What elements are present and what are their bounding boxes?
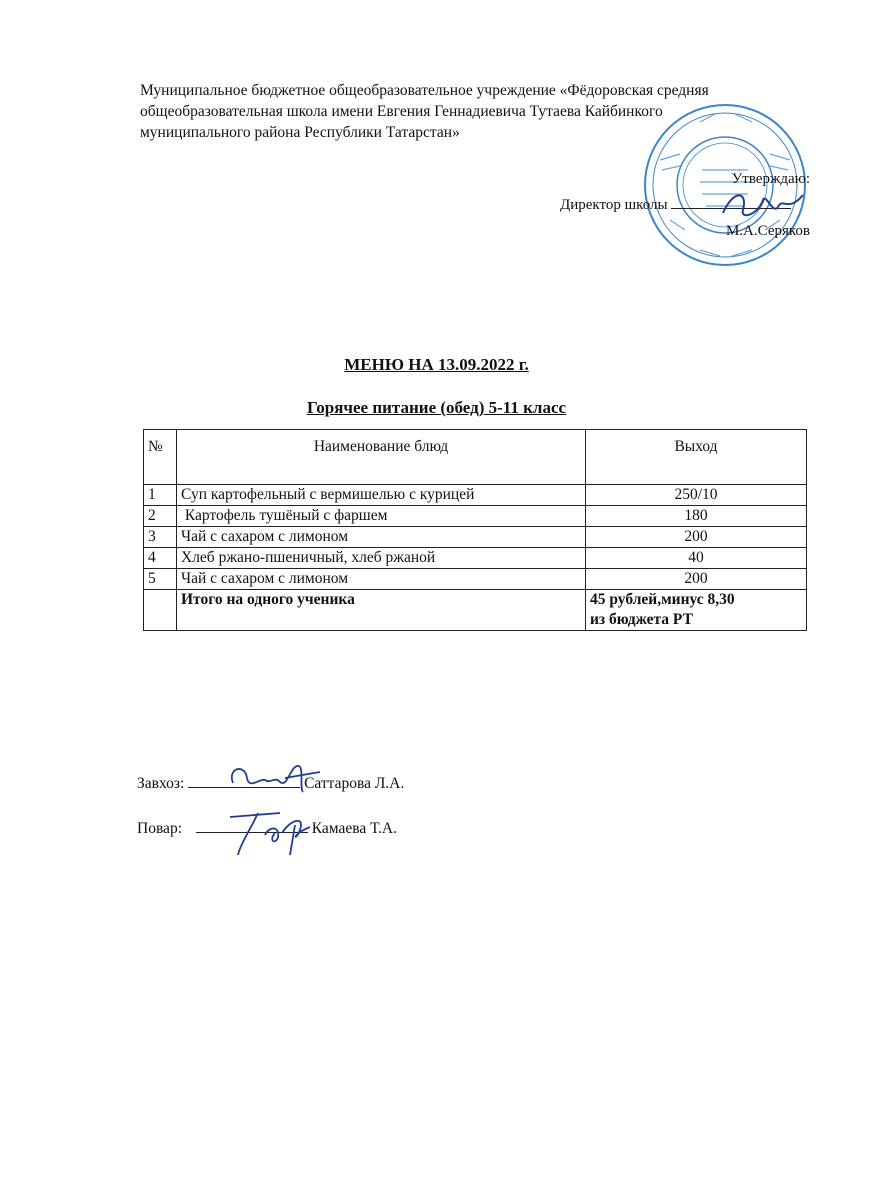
dish-name: Суп картофельный с вермишелью с курицей — [177, 485, 586, 506]
dish-name: Чай с сахаром с лимоном — [177, 569, 586, 590]
total-number-empty — [144, 590, 177, 631]
row-number: 1 — [144, 485, 177, 506]
table-row — [144, 527, 807, 548]
menu-subtitle: Горячее питание (обед) 5-11 класс — [306, 398, 567, 417]
row-number: 3 — [144, 527, 177, 548]
table-total-row — [144, 590, 807, 631]
dish-output: 180 — [586, 506, 807, 527]
dish-output: 250/10 — [586, 485, 807, 506]
storekeeper-label: Завхоз: — [137, 775, 185, 792]
menu-table — [143, 429, 807, 631]
dish-name: Хлеб ржано-пшеничный, хлеб ржаной — [177, 548, 586, 569]
cook-name: Камаева Т.А. — [311, 820, 397, 837]
row-number: 4 — [144, 548, 177, 569]
table-row — [144, 569, 807, 590]
total-price-line-2: из бюджета РТ — [590, 611, 693, 628]
storekeeper-signature — [225, 758, 325, 798]
total-label: Итого на одного ученика — [177, 590, 586, 631]
table-row — [144, 485, 807, 506]
total-price-line-1: 45 рублей,минус 8,30 — [590, 591, 735, 608]
cook-signature — [220, 805, 320, 860]
org-line-2: общеобразовательная школа имени Евгения Геннадиевича Тутаева Кайбинкого — [140, 103, 663, 120]
storekeeper-name: Саттарова Л.А. — [304, 775, 405, 792]
table-header-row — [144, 430, 807, 485]
header-output: Выход — [586, 430, 807, 485]
table-row — [144, 506, 807, 527]
cook-label: Повар: — [137, 820, 182, 837]
org-line-1: Муниципальное бюджетное общеобразовательное учреждение «Фёдоровская средняя — [140, 82, 709, 99]
dish-output: 200 — [586, 527, 807, 548]
menu-title: МЕНЮ НА 13.09.2022 г. — [344, 355, 529, 374]
org-line-3: муниципального района Республики Татарстан» — [140, 124, 460, 141]
approve-word: Утверждаю: — [731, 171, 810, 187]
row-number: 2 — [144, 506, 177, 527]
director-signature — [718, 185, 808, 225]
dish-name: Чай с сахаром с лимоном — [177, 527, 586, 548]
header-number: № — [144, 430, 177, 485]
total-price — [586, 590, 807, 631]
dish-name: Картофель тушёный с фаршем — [177, 506, 586, 527]
row-number: 5 — [144, 569, 177, 590]
header-dish-name: Наименование блюд — [177, 430, 586, 485]
director-name: М.А.Серяков — [725, 223, 810, 239]
dish-output: 200 — [586, 569, 807, 590]
table-row — [144, 548, 807, 569]
dish-output: 40 — [586, 548, 807, 569]
director-label: Директор школы — [560, 197, 668, 213]
